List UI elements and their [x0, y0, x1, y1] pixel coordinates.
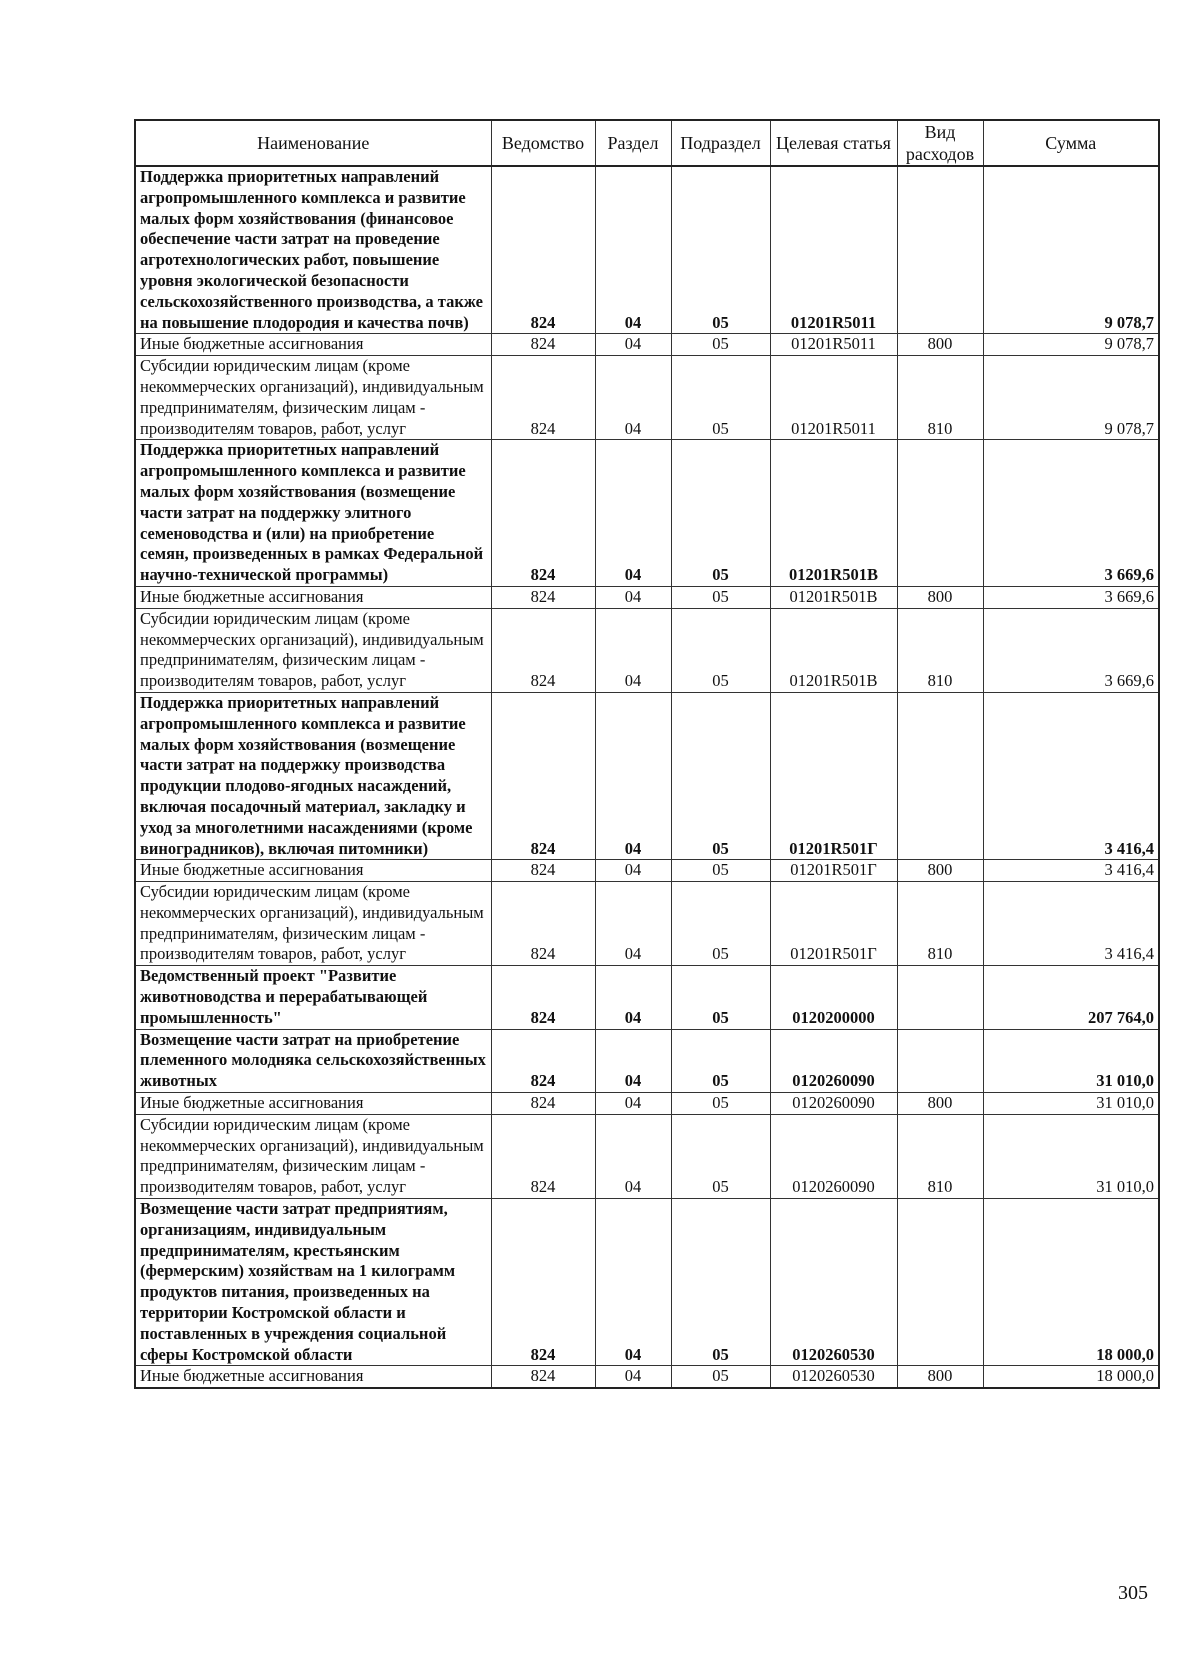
cell-type: [897, 1199, 983, 1366]
table-body: [135, 166, 1159, 1388]
cell-dept: 824: [491, 860, 595, 882]
cell-sum: 31 010,0: [983, 1029, 1159, 1092]
cell-type: 810: [897, 882, 983, 966]
cell-section: 04: [595, 356, 671, 440]
cell-name: Поддержка приоритетных направлений агропромышленного комплекса и развитие малых форм хозяйствования (возмещение части затрат на поддержку производства продукции плодово-ягодных насаждений, включая посадочный материал, закладку и уход за многолетними насаждениями (кроме виноградников), включая питомники): [135, 692, 491, 859]
table-row: [135, 882, 1159, 966]
header-type: Вид расходов: [897, 120, 983, 166]
cell-sum: 3 416,4: [983, 860, 1159, 882]
table-row: [135, 608, 1159, 692]
cell-section: 04: [595, 1199, 671, 1366]
table-row: [135, 966, 1159, 1029]
cell-type: 810: [897, 356, 983, 440]
table-row: [135, 692, 1159, 859]
cell-name: Иные бюджетные ассигнования: [135, 1093, 491, 1115]
cell-subsection: 05: [671, 966, 770, 1029]
cell-sum: 31 010,0: [983, 1114, 1159, 1198]
cell-type: [897, 966, 983, 1029]
cell-name: Ведомственный проект "Развитие животноводства и перерабатывающей промышленность": [135, 966, 491, 1029]
cell-target: 0120200000: [770, 966, 897, 1029]
cell-target: 01201R501Г: [770, 882, 897, 966]
cell-sum: 3 416,4: [983, 882, 1159, 966]
cell-name: Иные бюджетные ассигнования: [135, 860, 491, 882]
cell-sum: 3 669,6: [983, 440, 1159, 587]
cell-subsection: 05: [671, 692, 770, 859]
cell-dept: 824: [491, 1029, 595, 1092]
budget-table: [134, 119, 1160, 1389]
table-row: [135, 166, 1159, 334]
table-row: [135, 356, 1159, 440]
cell-subsection: 05: [671, 586, 770, 608]
cell-type: 800: [897, 1093, 983, 1115]
table-row: [135, 440, 1159, 587]
cell-dept: 824: [491, 966, 595, 1029]
cell-section: 04: [595, 1093, 671, 1115]
cell-section: 04: [595, 608, 671, 692]
cell-subsection: 05: [671, 860, 770, 882]
cell-target: 0120260090: [770, 1114, 897, 1198]
cell-name: Возмещение части затрат на приобретение племенного молодняка сельскохозяйственных животных: [135, 1029, 491, 1092]
header-subsection: Подраздел: [671, 120, 770, 166]
cell-sum: 9 078,7: [983, 334, 1159, 356]
cell-section: 04: [595, 1114, 671, 1198]
cell-sum: 9 078,7: [983, 356, 1159, 440]
cell-name: Поддержка приоритетных направлений агропромышленного комплекса и развитие малых форм хозяйствования (возмещение части затрат на поддержку элитного семеноводства и (или) на приобретение семян, произведенных в рамках Федеральной научно-технической программы): [135, 440, 491, 587]
cell-subsection: 05: [671, 1093, 770, 1115]
cell-dept: 824: [491, 356, 595, 440]
cell-section: 04: [595, 692, 671, 859]
cell-type: [897, 166, 983, 334]
cell-subsection: 05: [671, 1199, 770, 1366]
cell-subsection: 05: [671, 1114, 770, 1198]
cell-dept: 824: [491, 586, 595, 608]
cell-type: [897, 1029, 983, 1092]
cell-target: 01201R501Г: [770, 692, 897, 859]
cell-name: Иные бюджетные ассигнования: [135, 586, 491, 608]
table-row: [135, 860, 1159, 882]
cell-sum: 3 669,6: [983, 608, 1159, 692]
cell-sum: 9 078,7: [983, 166, 1159, 334]
cell-name: Иные бюджетные ассигнования: [135, 1366, 491, 1388]
cell-name: Субсидии юридическим лицам (кроме некоммерческих организаций), индивидуальным предпринимателям, физическим лицам - производителям товаров, работ, услуг: [135, 1114, 491, 1198]
cell-dept: 824: [491, 1199, 595, 1366]
cell-name: Субсидии юридическим лицам (кроме некоммерческих организаций), индивидуальным предпринимателям, физическим лицам - производителям товаров, работ, услуг: [135, 356, 491, 440]
cell-section: 04: [595, 1366, 671, 1388]
table-header-row: [135, 120, 1159, 166]
cell-dept: 824: [491, 1366, 595, 1388]
table-row: [135, 1029, 1159, 1092]
cell-type: 800: [897, 860, 983, 882]
header-target: Целевая статья: [770, 120, 897, 166]
cell-type: [897, 692, 983, 859]
cell-section: 04: [595, 860, 671, 882]
cell-dept: 824: [491, 166, 595, 334]
cell-section: 04: [595, 1029, 671, 1092]
cell-name: Иные бюджетные ассигнования: [135, 334, 491, 356]
cell-dept: 824: [491, 1093, 595, 1115]
cell-target: 01201R5011: [770, 356, 897, 440]
cell-subsection: 05: [671, 356, 770, 440]
cell-target: 01201R501В: [770, 608, 897, 692]
cell-section: 04: [595, 882, 671, 966]
cell-dept: 824: [491, 692, 595, 859]
page-number: 305: [1118, 1582, 1148, 1604]
table-row: [135, 1366, 1159, 1388]
header-dept: Ведомство: [491, 120, 595, 166]
cell-section: 04: [595, 166, 671, 334]
cell-subsection: 05: [671, 440, 770, 587]
table-row: [135, 1093, 1159, 1115]
cell-target: 0120260090: [770, 1093, 897, 1115]
cell-section: 04: [595, 334, 671, 356]
cell-type: 800: [897, 586, 983, 608]
cell-name: Возмещение части затрат предприятиям, организациям, индивидуальным предпринимателям, крестьянским (фермерским) хозяйствам на 1 килограмм продуктов питания, произведенных на территории Костромской области и поставленных в учреждения социальной сферы Костромской области: [135, 1199, 491, 1366]
cell-target: 01201R501Г: [770, 860, 897, 882]
cell-sum: 18 000,0: [983, 1366, 1159, 1388]
cell-sum: 31 010,0: [983, 1093, 1159, 1115]
cell-sum: 18 000,0: [983, 1199, 1159, 1366]
cell-subsection: 05: [671, 608, 770, 692]
cell-name: Субсидии юридическим лицам (кроме некоммерческих организаций), индивидуальным предпринимателям, физическим лицам - производителям товаров, работ, услуг: [135, 882, 491, 966]
cell-type: [897, 440, 983, 587]
cell-section: 04: [595, 586, 671, 608]
cell-type: 800: [897, 1366, 983, 1388]
table-row: [135, 334, 1159, 356]
header-sum: Сумма: [983, 120, 1159, 166]
cell-dept: 824: [491, 440, 595, 587]
cell-target: 0120260530: [770, 1199, 897, 1366]
table-row: [135, 1199, 1159, 1366]
table-row: [135, 586, 1159, 608]
cell-section: 04: [595, 966, 671, 1029]
cell-subsection: 05: [671, 882, 770, 966]
cell-type: 810: [897, 1114, 983, 1198]
cell-target: 01201R501В: [770, 586, 897, 608]
cell-name: Поддержка приоритетных направлений агропромышленного комплекса и развитие малых форм хозяйствования (финансовое обеспечение части затрат на проведение агротехнологических работ, повышение уровня экологической безопасности сельскохозяйственного производства, а также на повышение плодородия и качества почв): [135, 166, 491, 334]
cell-sum: 3 416,4: [983, 692, 1159, 859]
header-name: Наименование: [135, 120, 491, 166]
cell-dept: 824: [491, 882, 595, 966]
cell-section: 04: [595, 440, 671, 587]
cell-sum: 3 669,6: [983, 586, 1159, 608]
cell-subsection: 05: [671, 1366, 770, 1388]
cell-target: 01201R501В: [770, 440, 897, 587]
cell-dept: 824: [491, 608, 595, 692]
cell-target: 01201R5011: [770, 334, 897, 356]
cell-target: 0120260090: [770, 1029, 897, 1092]
cell-target: 01201R5011: [770, 166, 897, 334]
cell-subsection: 05: [671, 1029, 770, 1092]
cell-name: Субсидии юридическим лицам (кроме некоммерческих организаций), индивидуальным предпринимателям, физическим лицам - производителям товаров, работ, услуг: [135, 608, 491, 692]
cell-target: 0120260530: [770, 1366, 897, 1388]
table-row: [135, 1114, 1159, 1198]
cell-sum: 207 764,0: [983, 966, 1159, 1029]
cell-subsection: 05: [671, 166, 770, 334]
cell-dept: 824: [491, 1114, 595, 1198]
cell-type: 810: [897, 608, 983, 692]
cell-type: 800: [897, 334, 983, 356]
cell-dept: 824: [491, 334, 595, 356]
cell-subsection: 05: [671, 334, 770, 356]
header-section: Раздел: [595, 120, 671, 166]
